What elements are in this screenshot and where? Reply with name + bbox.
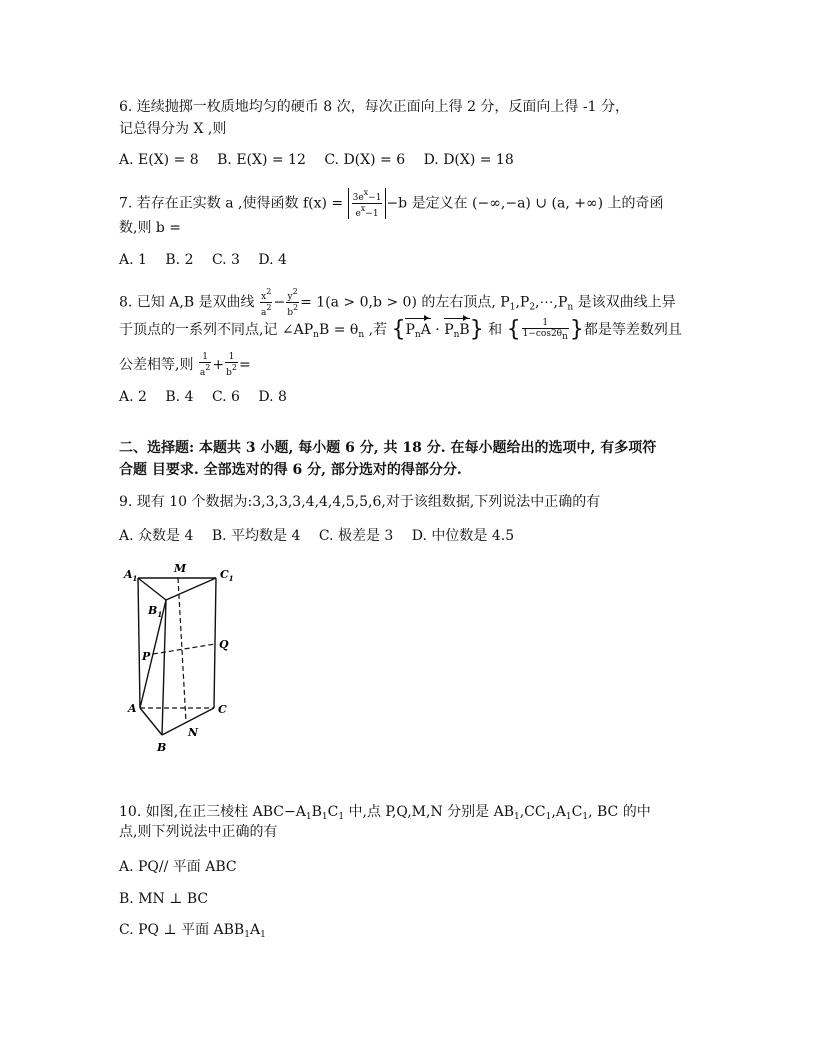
q7-abs-expression [348, 188, 387, 219]
q6-options [119, 150, 528, 170]
q7-option-a: A. 1 [119, 252, 147, 268]
label-n: N [188, 726, 199, 739]
q7-after-abs: −b 是定义在 (−∞,−a) ∪ (a, +∞) 上的奇函 [386, 195, 664, 212]
q8-options [119, 387, 301, 407]
q7-stem-line2: 数,则 b = [119, 220, 182, 236]
q8-stem-line2: 于顶点的一系列不同点,记 $\angle AP_nB = \theta_n$ ,若 $\{P_nA \cdot P_nB\}$ 和 { $\frac{1}{1-\cos 2\theta_n}$ }都是等差数列且 [119, 318, 682, 345]
label-b: B [157, 741, 167, 754]
edge-b1b [162, 600, 166, 735]
label-a1: $A_1$ [124, 568, 138, 583]
q9-option-b: B. 平均数是 4 [211, 528, 301, 544]
q6-option-b: B. E(X) = 12 [217, 152, 306, 168]
q9-option-d: D. 中位数是 4.5 [411, 528, 515, 544]
edge-b1c1 [166, 578, 216, 600]
q6-stem-line1: 6. 连续抛掷一枚质地均匀的硬币 8 次，每次正面向上得 2 分，反面向上得 -1 分， [119, 99, 629, 115]
q7-options [119, 250, 301, 270]
q8-option-b: B. 4 [165, 389, 194, 405]
q10-stem-line1: 10. 如图,在正三棱柱 $ABC-A_1B_1C_1$ 中,点 P,Q,M,N 分别是 $AB_1,CC_1,A_1C_1$, BC 的中 [119, 804, 651, 822]
q8-frac-cos: $\frac{1}{1-\cos 2\theta_n}$ [522, 318, 568, 342]
q9-option-c: C. 极差是 3 [318, 528, 394, 544]
label-p: P [142, 650, 151, 663]
edge-c1c [214, 578, 216, 708]
edge-ab [140, 708, 162, 735]
q7-option-c: C. 3 [211, 252, 240, 268]
q8-stem-line1: 8. 已知 A,B 是双曲线 $\frac{x^2}{a^2}$ − $\frac{y^2}{b^2}$ = 1(a > 0,b > 0) 的左右顶点, $P_1,P_2,\cdots,P_n$ 是该双曲线上异 [119, 287, 676, 318]
q10-stem-line2: 点,则下列说法中正确的有 [119, 824, 278, 840]
q10-option-c: C. PQ ⊥ 平面 $ABB_1A_1$ [119, 922, 266, 940]
q7-option-b: B. 2 [165, 252, 194, 268]
section2-header-line1: 二、选择题: 本题共 3 小题, 每小题 6 分, 共 18 分. 在每小题给出的选项中, 有多项符 [119, 440, 657, 456]
label-b1: $B_1$ [148, 604, 163, 619]
q9-option-a: A. 众数是 4 [119, 528, 194, 544]
q8-stem-line3: 公差相等,则 $\frac{1}{a^2}$ + $\frac{1}{b^2}$ = [119, 352, 251, 378]
section2-header-line2: 合题 目要求. 全部选对的得 6 分, 部分选对的得部分分. [119, 462, 462, 478]
label-a: A [128, 702, 137, 715]
q8-option-d: D. 8 [258, 389, 287, 405]
q6-stem-line2: 记总得分为 X ,则 [119, 121, 227, 137]
edge-a1b1 [138, 578, 166, 600]
q8-option-a: A. 2 [119, 389, 147, 405]
label-q: Q [219, 638, 229, 651]
q10-option-a: A. PQ// 平面 ABC [119, 859, 237, 875]
prism-figure [118, 560, 248, 760]
q8-frac-y2b2: $\frac{y^2}{b^2}$ [287, 287, 299, 318]
q8-frac-1b2: $\frac{1}{b^2}$ [226, 352, 237, 378]
label-c1: $C_1$ [220, 568, 234, 583]
q8-frac-1a2: $\frac{1}{a^2}$ [199, 352, 211, 378]
q10-option-b: B. MN ⊥ BC [119, 891, 209, 907]
q6-option-a: A. E(X) = 8 [119, 152, 199, 168]
label-c: C [218, 703, 227, 716]
q7-prefix: 7. 若存在正实数 a ,使得函数 f(x) = [119, 195, 344, 212]
q8-frac-x2a2: $\frac{x^2}{a^2}$ [261, 287, 272, 318]
q8-option-c: C. 6 [211, 389, 240, 405]
edge-a1a [138, 578, 140, 708]
q6-option-d: D. D(X) = 18 [423, 152, 514, 168]
q7-option-d: D. 4 [258, 252, 287, 268]
q9-stem: 9. 现有 10 个数据为:3,3,3,3,4,4,4,5,5,6,对于该组数据,下列说法中正确的有 [119, 494, 601, 510]
q7-fraction: $\frac{3e^x-1}{e^x-1}$ [352, 188, 382, 219]
q7-stem-line1 [119, 188, 664, 219]
q6-option-c: C. D(X) = 6 [324, 152, 406, 168]
label-m: M [174, 562, 187, 575]
q9-options [119, 526, 528, 546]
segment-pq-hidden [153, 644, 215, 654]
